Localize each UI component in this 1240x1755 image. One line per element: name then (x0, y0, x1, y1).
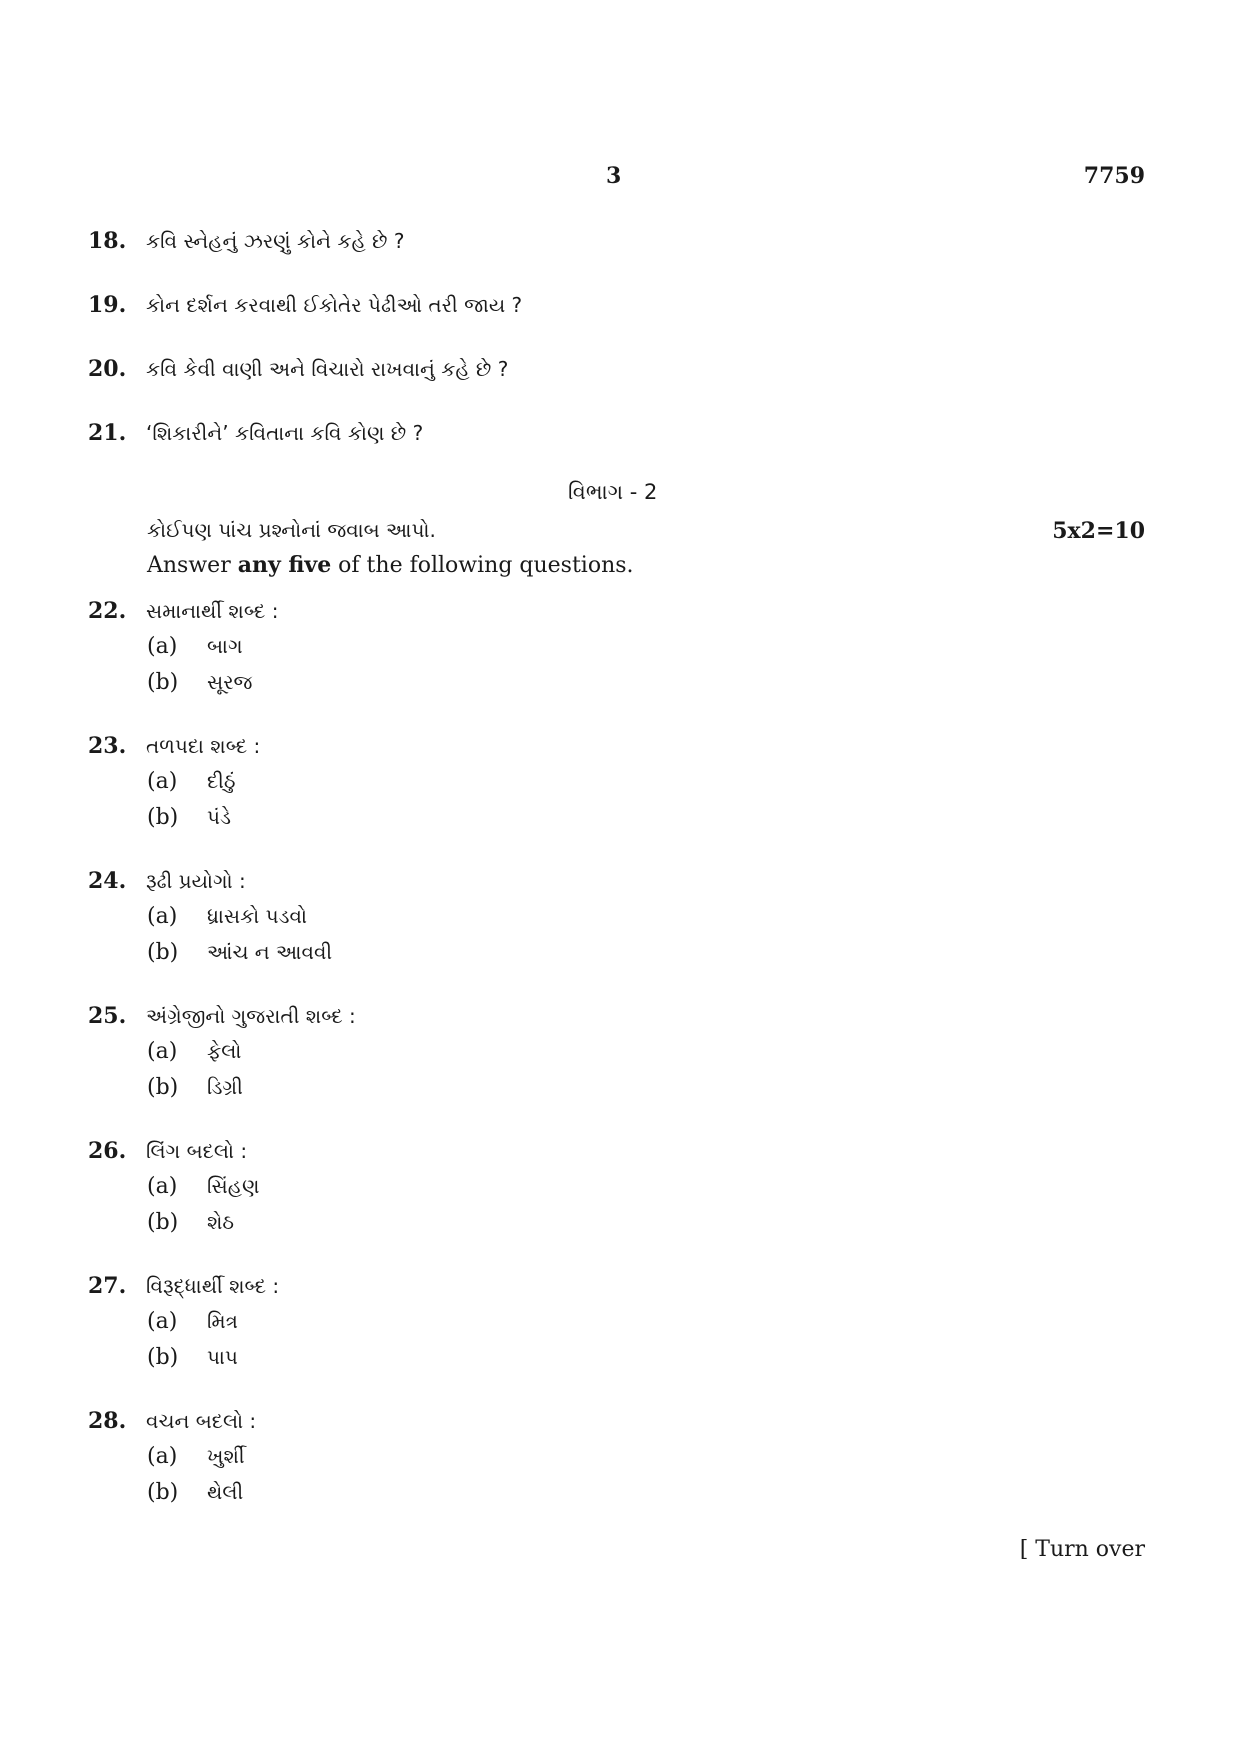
option-text: પંડે (207, 805, 231, 829)
question-24 (88, 868, 246, 894)
instruction-english-bold: any five (237, 552, 332, 578)
option-text: ફેલો (207, 1039, 242, 1063)
option-text: સિંહણ (207, 1174, 260, 1198)
question-text: ‘શિકારીને’ કવિતાના કવિ કોણ છે ? (146, 421, 424, 445)
option-text: થેલી (207, 1480, 244, 1504)
turn-over-note: [ Turn over (1019, 1537, 1145, 1562)
option-text: બાગ (207, 634, 243, 658)
option-26a (147, 1174, 259, 1199)
option-25a (147, 1039, 241, 1064)
option-28a (147, 1444, 245, 1469)
option-24b (147, 940, 332, 965)
question-number: 25. (88, 1003, 127, 1029)
option-label: (b) (147, 940, 179, 965)
question-text: કવિ કેવી વાણી અને વિચારો રાખવાનું કહે છે ? (146, 357, 509, 381)
question-18 (88, 228, 404, 254)
option-text: આંચ ન આવવી (207, 940, 333, 964)
question-text: અંગ્રેજીનો ગુજરાતી શબ્દ : (146, 1004, 356, 1028)
option-label: (a) (147, 1309, 178, 1334)
question-25 (88, 1003, 356, 1029)
question-26 (88, 1138, 247, 1164)
question-number: 22. (88, 598, 127, 624)
paper-code: 7759 (1083, 163, 1145, 189)
question-number: 26. (88, 1138, 127, 1164)
question-text: લિંગ બદલો : (146, 1139, 248, 1163)
option-text: સૂરજ (207, 670, 253, 694)
option-label: (a) (147, 1444, 178, 1469)
marks-scheme: 5x2=10 (1052, 518, 1145, 544)
page-number: 3 (606, 163, 622, 189)
option-24a (147, 904, 307, 929)
question-number: 28. (88, 1408, 127, 1434)
question-number: 18. (88, 228, 127, 254)
question-20 (88, 356, 508, 382)
instruction-english-pre: Answer (147, 553, 238, 578)
option-25b (147, 1075, 243, 1100)
question-number: 24. (88, 868, 127, 894)
question-text: કવિ સ્નેહનું ઝરણું કોને કહે છે ? (146, 229, 405, 253)
question-28 (88, 1408, 256, 1434)
option-text: ધ્રાસકો પડવો (207, 904, 307, 928)
option-27b (147, 1345, 238, 1370)
option-26b (147, 1210, 234, 1235)
question-27 (88, 1273, 279, 1299)
option-text: ડિગ્રી (207, 1075, 243, 1099)
option-text: દીઠું (207, 769, 236, 793)
question-19 (88, 292, 522, 318)
option-label: (b) (147, 1345, 179, 1370)
option-23b (147, 805, 231, 830)
section-title: વિભાગ - 2 (568, 480, 658, 504)
question-text: વિરૂદ્ધાર્થી શબ્દ : (146, 1274, 280, 1298)
option-label: (b) (147, 1210, 179, 1235)
option-22a (147, 634, 243, 659)
question-22 (88, 598, 278, 624)
question-text: સમાનાર્થી શબ્દ : (146, 599, 279, 623)
option-label: (b) (147, 1480, 179, 1505)
option-label: (a) (147, 1174, 178, 1199)
option-label: (b) (147, 805, 179, 830)
question-text: વચન બદલો : (146, 1409, 257, 1433)
option-label: (b) (147, 1075, 179, 1100)
question-number: 27. (88, 1273, 127, 1299)
option-text: પાપ (207, 1345, 238, 1369)
question-text: તળપદા શબ્દ : (146, 734, 261, 758)
question-21 (88, 420, 423, 446)
question-text: કોન દર્શન કરવાથી ઈકોતેર પેઢીઓ તરી જાય ? (146, 293, 523, 317)
instruction-english-post: of the following questions. (331, 553, 634, 578)
option-label: (a) (147, 769, 178, 794)
option-28b (147, 1480, 243, 1505)
option-label: (a) (147, 634, 178, 659)
option-23a (147, 769, 236, 794)
option-label: (a) (147, 1039, 178, 1064)
option-text: શેઠ (207, 1210, 235, 1234)
option-27a (147, 1309, 238, 1334)
question-number: 19. (88, 292, 127, 318)
question-number: 20. (88, 356, 127, 382)
question-23 (88, 733, 260, 759)
option-label: (a) (147, 904, 178, 929)
question-number: 21. (88, 420, 127, 446)
option-22b (147, 670, 252, 695)
option-text: ખુર્શી (207, 1444, 245, 1468)
option-label: (b) (147, 670, 179, 695)
instruction-english (147, 552, 634, 578)
option-text: મિત્ર (207, 1309, 238, 1333)
instruction-gujarati: કોઈપણ પાંચ પ્રશ્નોનાં જવાબ આપો. (147, 518, 436, 542)
question-number: 23. (88, 733, 127, 759)
question-text: રૂઢી પ્રયોગો : (146, 869, 246, 893)
